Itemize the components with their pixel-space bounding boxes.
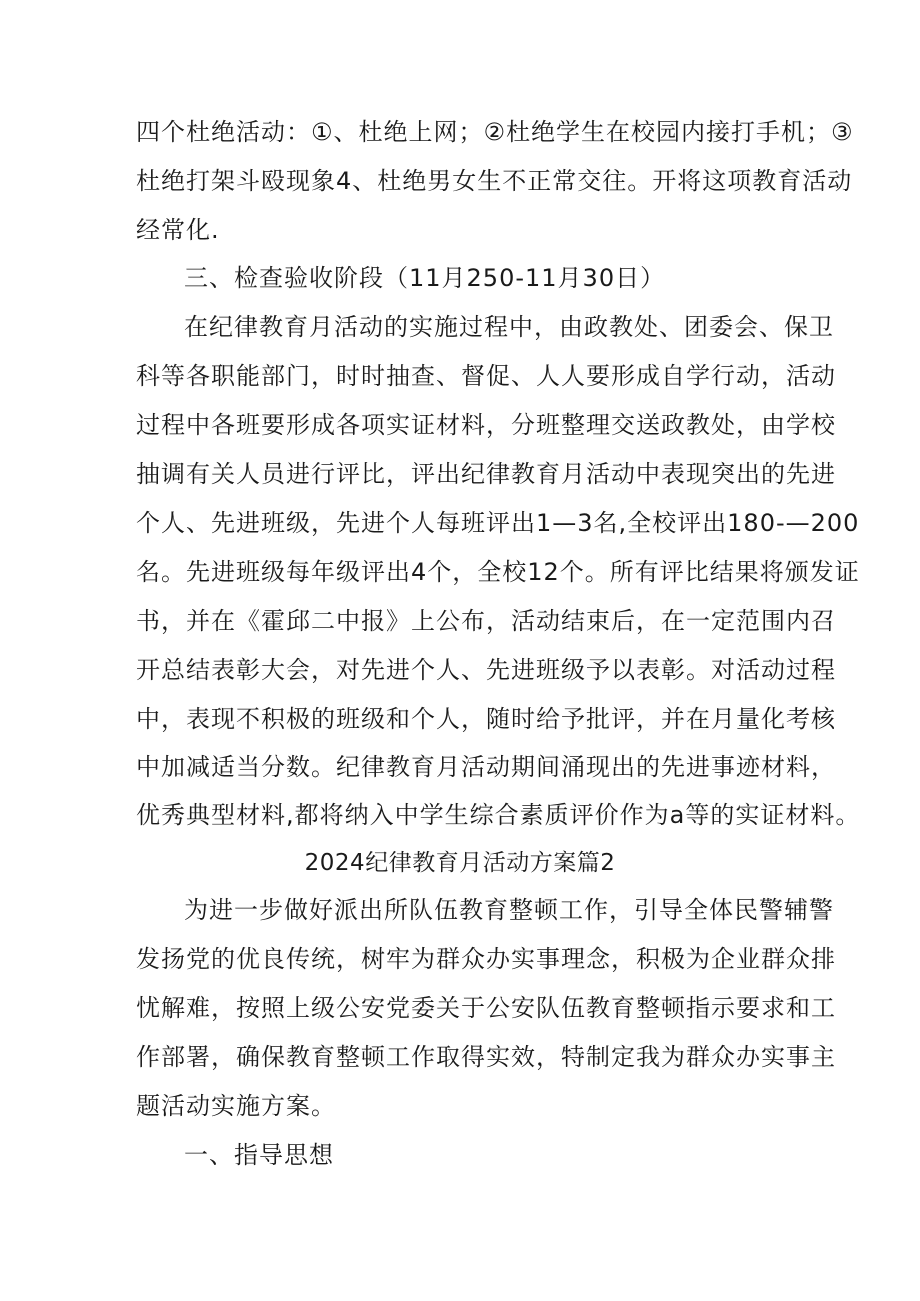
paragraph-line: 优秀典型材料,都将纳入中学生综合素质评价作为a等的实证材料。 xyxy=(136,801,861,829)
paragraph-line: 作部署，确保教育整顿工作取得实效，特制定我为群众办实事主 xyxy=(136,1043,836,1071)
paragraph-line: 题活动实施方案。 xyxy=(136,1092,336,1120)
paragraph-line: 开总结表彰大会，对先进个人、先进班级予以表彰。对活动过程 xyxy=(136,656,836,684)
paragraph-line: 书，并在《霍邱二中报》上公布，活动结束后，在一定范围内召 xyxy=(136,607,836,635)
paragraph-line: 发扬党的优良传统，树牢为群众办实事理念，积极为企业群众排 xyxy=(136,945,836,973)
paragraph-line: 个人、先进班级，先进个人每班评出1—3名,全校评出180-—200 xyxy=(136,509,860,537)
section-heading-guide: 一、指导思想 xyxy=(184,1141,334,1169)
section-heading-check: 三、检查验收阶段（11月250-11月30日） xyxy=(184,264,666,292)
paragraph-line: 过程中各班要形成各项实证材料，分班整理交送政教处，由学校 xyxy=(136,411,836,439)
paragraph-line: 在纪律教育月活动的实施过程中，由政教处、团委会、保卫 xyxy=(184,313,834,341)
paragraph-line: 为进一步做好派出所队伍教育整顿工作，引导全体民警辅警 xyxy=(184,896,834,924)
paragraph-line: 名。先进班级每年级评出4个，全校12个。所有评比结果将颁发证 xyxy=(136,558,860,586)
paragraph-line: 忧解难，按照上级公安党委关于公安队伍教育整顿指示要求和工 xyxy=(136,994,836,1022)
paragraph-line: 抽调有关人员进行评比，评出纪律教育月活动中表现突出的先进 xyxy=(136,460,836,488)
paragraph-line: 杜绝打架斗殴现象4、杜绝男女生不正常交往。开将这项教育活动 xyxy=(136,167,853,195)
paragraph-line: 科等各职能部门，时时抽查、督促、人人要形成自学行动，活动 xyxy=(136,362,836,390)
paragraph-line: 中，表现不积极的班级和个人，随时给予批评，并在月量化考核 xyxy=(136,705,836,733)
paragraph-line: 中加减适当分数。纪律教育月活动期间涌现出的先进事迹材料， xyxy=(136,753,836,781)
paragraph-line: 经常化. xyxy=(136,216,220,244)
section-title: 2024纪律教育月活动方案篇2 xyxy=(304,850,616,876)
paragraph-line: 四个杜绝活动：①、杜绝上网；②杜绝学生在校园内接打手机；③ xyxy=(136,118,854,146)
